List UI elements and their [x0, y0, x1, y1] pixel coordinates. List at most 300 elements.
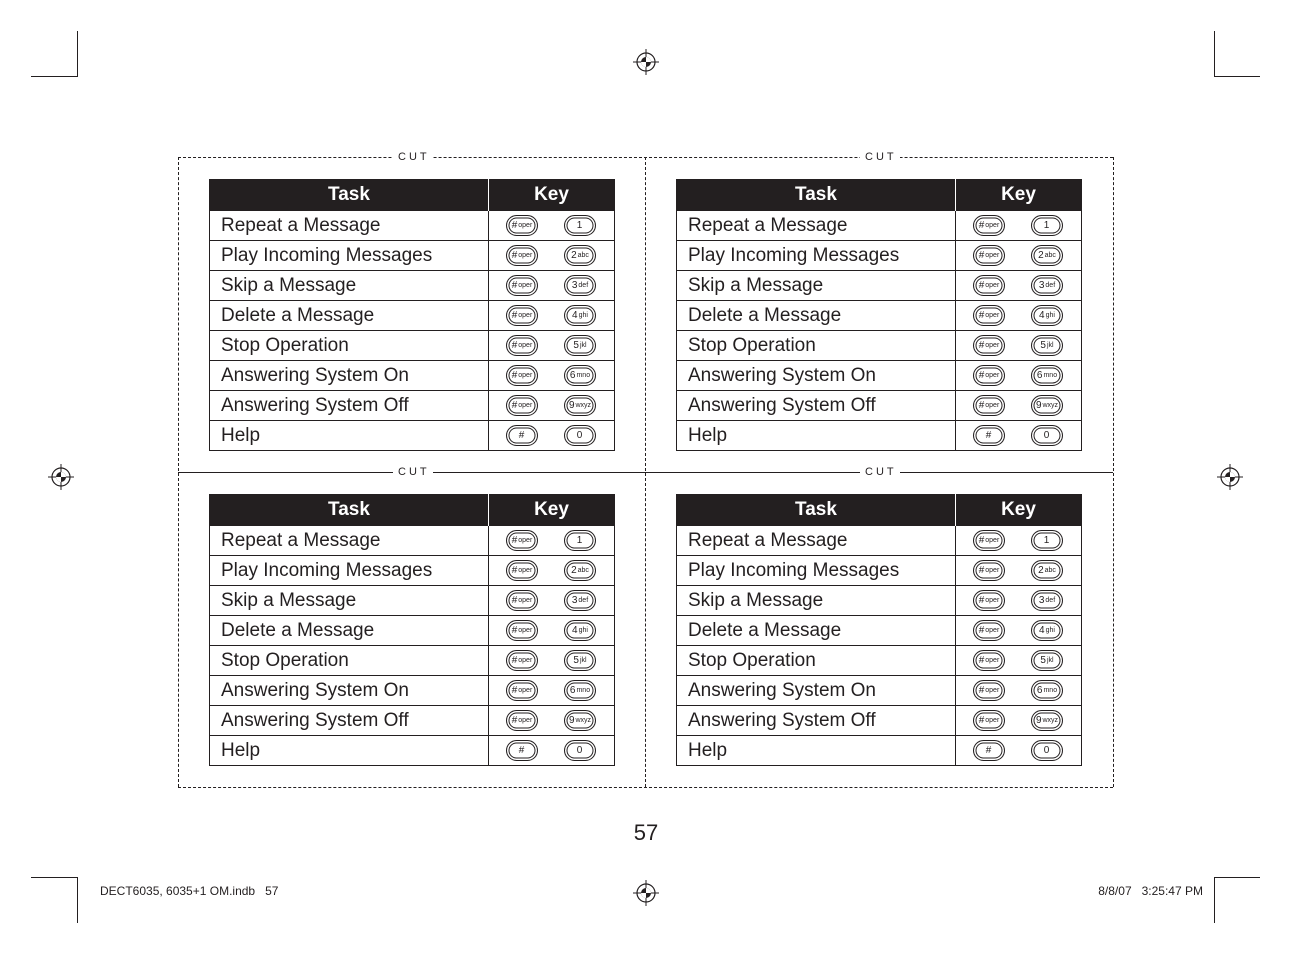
table-row — [210, 331, 615, 361]
key-sub-label: oper — [518, 686, 533, 694]
cut-line-bottom — [178, 787, 1113, 788]
table-row — [677, 586, 1082, 616]
crop-mark — [1214, 877, 1260, 878]
key-cell — [956, 331, 1082, 361]
pound-key-icon — [506, 395, 538, 416]
table-row — [677, 241, 1082, 271]
digit-key-icon — [564, 395, 596, 416]
cut-line-right — [1113, 157, 1114, 787]
task-cell: Stop Operation — [677, 646, 956, 676]
key-sub-label: wxyz — [575, 716, 592, 724]
key-cell — [956, 586, 1082, 616]
key-main-label: # — [978, 279, 985, 291]
key-main-label: # — [511, 309, 518, 321]
key-sub-label: wxyz — [575, 401, 592, 409]
key-cell — [956, 706, 1082, 736]
key-main-label: 3 — [1038, 594, 1045, 606]
key-sub-label: oper — [985, 566, 1000, 574]
pound-key-icon — [506, 620, 538, 641]
task-cell: Answering System Off — [677, 706, 956, 736]
table-row — [210, 556, 615, 586]
key-sub-label: oper — [518, 566, 533, 574]
digit-key-icon — [564, 245, 596, 266]
key-sub-label: oper — [518, 536, 533, 544]
key-cell — [489, 361, 615, 391]
key-main-label: # — [985, 744, 992, 756]
key-sub-label: abc — [1044, 251, 1056, 259]
key-sub-label: abc — [1044, 566, 1056, 574]
table-row — [677, 301, 1082, 331]
key-main-label: 0 — [576, 744, 583, 756]
key-main-label: # — [978, 369, 985, 381]
key-main-label: # — [511, 339, 518, 351]
key-sub-label: abc — [577, 251, 589, 259]
key-cell — [489, 556, 615, 586]
key-sub-label: oper — [518, 281, 533, 289]
task-cell: Stop Operation — [210, 331, 489, 361]
key-sub-label: ghi — [578, 626, 588, 634]
key-main-label: # — [511, 279, 518, 291]
table-row — [677, 271, 1082, 301]
key-sub-label: oper — [518, 341, 533, 349]
key-main-label: 5 — [1040, 654, 1046, 666]
cut-label: CUT — [860, 151, 900, 163]
key-main-label: 9 — [1035, 714, 1042, 726]
task-cell: Help — [677, 421, 956, 451]
digit-key-icon — [564, 530, 596, 551]
key-sub-label: mno — [576, 686, 591, 694]
task-cell: Answering System Off — [210, 391, 489, 421]
table-row — [677, 556, 1082, 586]
key-sub-label: jkl — [1046, 341, 1054, 349]
key-main-label: # — [518, 744, 525, 756]
key-main-label: # — [978, 219, 985, 231]
digit-key-icon — [1031, 590, 1063, 611]
key-main-label: # — [978, 564, 985, 576]
table-row — [677, 706, 1082, 736]
task-column-header: Task — [210, 180, 489, 211]
key-main-label: 1 — [576, 534, 583, 546]
cut-label: CUT — [393, 151, 433, 163]
key-main-label: 0 — [1043, 429, 1050, 441]
registration-mark-icon — [632, 879, 660, 907]
pound-key-icon — [506, 425, 538, 446]
pound-key-icon — [973, 395, 1005, 416]
key-sub-label: def — [1045, 281, 1056, 289]
key-main-label: 6 — [569, 369, 576, 381]
pound-key-icon — [973, 275, 1005, 296]
pound-key-icon — [973, 620, 1005, 641]
key-sub-label: def — [1045, 596, 1056, 604]
pound-key-icon — [506, 365, 538, 386]
key-cell — [489, 271, 615, 301]
digit-key-icon — [1031, 245, 1063, 266]
pound-key-icon — [973, 215, 1005, 236]
key-sub-label: wxyz — [1042, 716, 1059, 724]
key-cell — [489, 301, 615, 331]
key-main-label: 3 — [571, 279, 578, 291]
key-main-label: # — [511, 369, 518, 381]
key-main-label: # — [978, 534, 985, 546]
digit-key-icon — [1031, 680, 1063, 701]
task-cell: Repeat a Message — [210, 211, 489, 241]
key-main-label: # — [511, 624, 518, 636]
task-cell: Help — [210, 736, 489, 766]
key-sub-label: oper — [518, 716, 533, 724]
key-cell — [489, 331, 615, 361]
key-main-label: # — [978, 399, 985, 411]
key-main-label: 2 — [1038, 564, 1044, 576]
registration-mark-icon — [47, 463, 75, 491]
key-main-label: 2 — [571, 564, 577, 576]
key-sub-label: oper — [985, 596, 1000, 604]
task-cell: Repeat a Message — [210, 526, 489, 556]
table-row — [677, 736, 1082, 766]
key-main-label: # — [511, 399, 518, 411]
key-cell — [956, 556, 1082, 586]
key-main-label: # — [978, 249, 985, 261]
digit-key-icon — [564, 335, 596, 356]
pound-key-icon — [506, 215, 538, 236]
digit-key-icon — [564, 740, 596, 761]
digit-key-icon — [564, 215, 596, 236]
digit-key-icon — [564, 590, 596, 611]
key-sub-label: oper — [985, 311, 1000, 319]
key-cell — [956, 241, 1082, 271]
crop-mark — [77, 877, 78, 923]
key-sub-label: oper — [985, 686, 1000, 694]
pound-key-icon — [506, 245, 538, 266]
table-row — [677, 526, 1082, 556]
key-main-label: # — [985, 429, 992, 441]
key-sub-label: def — [578, 281, 589, 289]
key-cell — [489, 706, 615, 736]
pound-key-icon — [973, 335, 1005, 356]
task-cell: Play Incoming Messages — [210, 241, 489, 271]
task-cell: Play Incoming Messages — [210, 556, 489, 586]
key-sub-label: oper — [518, 596, 533, 604]
key-sub-label: oper — [518, 401, 533, 409]
key-main-label: 0 — [1043, 744, 1050, 756]
crop-mark — [1214, 31, 1215, 77]
key-column-header: Key — [956, 495, 1082, 526]
pound-key-icon — [973, 245, 1005, 266]
key-sub-label: ghi — [578, 311, 588, 319]
key-main-label: # — [511, 714, 518, 726]
key-sub-label: wxyz — [1042, 401, 1059, 409]
key-main-label: 9 — [568, 714, 575, 726]
key-sub-label: abc — [577, 566, 589, 574]
pound-key-icon — [973, 560, 1005, 581]
table-row — [210, 706, 615, 736]
key-sub-label: oper — [985, 221, 1000, 229]
key-main-label: 0 — [576, 429, 583, 441]
table-row — [210, 421, 615, 451]
task-column-header: Task — [677, 180, 956, 211]
key-column-header: Key — [489, 495, 615, 526]
digit-key-icon — [1031, 740, 1063, 761]
task-cell: Play Incoming Messages — [677, 241, 956, 271]
key-column-header: Key — [489, 180, 615, 211]
table-row — [210, 616, 615, 646]
task-column-header: Task — [677, 495, 956, 526]
pound-key-icon — [973, 590, 1005, 611]
table-row — [210, 271, 615, 301]
task-cell: Skip a Message — [677, 271, 956, 301]
digit-key-icon — [1031, 275, 1063, 296]
key-sub-label: mno — [1043, 686, 1058, 694]
digit-key-icon — [564, 620, 596, 641]
key-main-label: # — [978, 339, 985, 351]
task-cell: Answering System On — [677, 676, 956, 706]
pound-key-icon — [973, 710, 1005, 731]
table-row — [210, 736, 615, 766]
key-main-label: # — [511, 219, 518, 231]
key-main-label: # — [511, 654, 518, 666]
task-cell: Skip a Message — [210, 271, 489, 301]
key-sub-label: oper — [518, 371, 533, 379]
crop-mark — [77, 31, 78, 77]
table-row — [210, 301, 615, 331]
digit-key-icon — [1031, 365, 1063, 386]
table-row — [210, 391, 615, 421]
key-main-label: 5 — [573, 654, 579, 666]
key-main-label: # — [978, 309, 985, 321]
key-sub-label: oper — [518, 221, 533, 229]
key-cell — [956, 736, 1082, 766]
key-sub-label: jkl — [579, 341, 587, 349]
table-row — [677, 646, 1082, 676]
key-sub-label: oper — [518, 251, 533, 259]
key-cell — [489, 391, 615, 421]
footer-timestamp: 8/8/07 3:25:47 PM — [1098, 884, 1203, 898]
digit-key-icon — [1031, 530, 1063, 551]
table-row — [210, 361, 615, 391]
pound-key-icon — [973, 425, 1005, 446]
footer-file-name: DECT6035, 6035+1 OM.indb 57 — [100, 884, 279, 898]
digit-key-icon — [564, 560, 596, 581]
key-sub-label: oper — [518, 656, 533, 664]
key-main-label: 1 — [1043, 534, 1050, 546]
key-cell — [956, 391, 1082, 421]
key-main-label: 9 — [1035, 399, 1042, 411]
pound-key-icon — [506, 590, 538, 611]
digit-key-icon — [1031, 620, 1063, 641]
key-cell — [489, 736, 615, 766]
table-row — [677, 331, 1082, 361]
key-sub-label: mno — [1043, 371, 1058, 379]
key-table-top-right — [676, 179, 1082, 451]
task-cell: Answering System Off — [677, 391, 956, 421]
table-row — [677, 211, 1082, 241]
table-row — [210, 526, 615, 556]
task-cell: Delete a Message — [210, 301, 489, 331]
digit-key-icon — [1031, 560, 1063, 581]
key-cell — [489, 646, 615, 676]
key-sub-label: def — [578, 596, 589, 604]
key-sub-label: jkl — [1046, 656, 1054, 664]
pound-key-icon — [973, 740, 1005, 761]
registration-mark-icon — [1216, 463, 1244, 491]
key-sub-label: oper — [985, 341, 1000, 349]
registration-mark-icon — [632, 48, 660, 76]
key-main-label: # — [978, 624, 985, 636]
key-cell — [956, 646, 1082, 676]
task-cell: Help — [210, 421, 489, 451]
digit-key-icon — [1031, 335, 1063, 356]
table-row — [210, 211, 615, 241]
crop-mark — [1214, 877, 1215, 923]
table-row — [677, 616, 1082, 646]
task-cell: Play Incoming Messages — [677, 556, 956, 586]
key-main-label: # — [978, 714, 985, 726]
table-row — [677, 421, 1082, 451]
digit-key-icon — [1031, 305, 1063, 326]
key-main-label: 4 — [1039, 309, 1045, 321]
key-cell — [489, 421, 615, 451]
page-number: 57 — [633, 820, 659, 845]
pound-key-icon — [506, 650, 538, 671]
crop-mark — [31, 877, 77, 878]
key-cell — [489, 526, 615, 556]
pound-key-icon — [506, 275, 538, 296]
task-cell: Repeat a Message — [677, 526, 956, 556]
key-sub-label: ghi — [1045, 626, 1055, 634]
key-sub-label: jkl — [579, 656, 587, 664]
key-main-label: 4 — [572, 309, 578, 321]
key-main-label: 1 — [576, 219, 583, 231]
task-cell: Repeat a Message — [677, 211, 956, 241]
task-cell: Delete a Message — [210, 616, 489, 646]
key-main-label: # — [978, 654, 985, 666]
digit-key-icon — [1031, 425, 1063, 446]
pound-key-icon — [506, 560, 538, 581]
key-cell — [489, 586, 615, 616]
digit-key-icon — [564, 425, 596, 446]
table-row — [210, 646, 615, 676]
crop-mark — [1214, 76, 1260, 77]
key-cell — [956, 526, 1082, 556]
pound-key-icon — [506, 740, 538, 761]
key-table-bottom-right — [676, 494, 1082, 766]
key-sub-label: oper — [985, 371, 1000, 379]
key-cell — [956, 301, 1082, 331]
key-cell — [489, 616, 615, 646]
key-main-label: # — [511, 564, 518, 576]
digit-key-icon — [564, 305, 596, 326]
key-main-label: 6 — [569, 684, 576, 696]
pound-key-icon — [506, 680, 538, 701]
key-main-label: # — [978, 684, 985, 696]
digit-key-icon — [564, 650, 596, 671]
key-cell — [956, 211, 1082, 241]
key-main-label: 6 — [1036, 369, 1043, 381]
key-main-label: 5 — [1040, 339, 1046, 351]
digit-key-icon — [564, 275, 596, 296]
pound-key-icon — [973, 305, 1005, 326]
task-cell: Answering System On — [210, 676, 489, 706]
digit-key-icon — [1031, 710, 1063, 731]
table-row — [210, 586, 615, 616]
key-sub-label: mno — [576, 371, 591, 379]
key-main-label: # — [511, 534, 518, 546]
cut-label: CUT — [860, 466, 900, 478]
task-cell: Stop Operation — [677, 331, 956, 361]
digit-key-icon — [1031, 650, 1063, 671]
task-column-header: Task — [210, 495, 489, 526]
key-sub-label: oper — [985, 536, 1000, 544]
key-main-label: 9 — [568, 399, 575, 411]
pound-key-icon — [973, 680, 1005, 701]
task-cell: Answering System On — [677, 361, 956, 391]
cut-line-middle — [178, 472, 1113, 473]
key-main-label: 3 — [1038, 279, 1045, 291]
table-row — [210, 676, 615, 706]
key-main-label: 6 — [1036, 684, 1043, 696]
key-sub-label: oper — [985, 716, 1000, 724]
key-main-label: 3 — [571, 594, 578, 606]
pound-key-icon — [973, 650, 1005, 671]
key-sub-label: oper — [985, 656, 1000, 664]
key-cell — [489, 211, 615, 241]
task-cell: Delete a Message — [677, 301, 956, 331]
key-main-label: # — [511, 594, 518, 606]
digit-key-icon — [564, 680, 596, 701]
key-sub-label: oper — [518, 626, 533, 634]
key-main-label: # — [518, 429, 525, 441]
key-cell — [489, 676, 615, 706]
key-cell — [956, 361, 1082, 391]
table-row — [677, 361, 1082, 391]
table-row — [677, 676, 1082, 706]
key-main-label: 5 — [573, 339, 579, 351]
key-cell — [489, 241, 615, 271]
key-sub-label: oper — [518, 311, 533, 319]
task-cell: Skip a Message — [677, 586, 956, 616]
key-cell — [956, 676, 1082, 706]
pound-key-icon — [506, 335, 538, 356]
key-sub-label: oper — [985, 281, 1000, 289]
task-cell: Stop Operation — [210, 646, 489, 676]
pound-key-icon — [973, 530, 1005, 551]
table-row — [210, 241, 615, 271]
digit-key-icon — [1031, 395, 1063, 416]
table-row — [677, 391, 1082, 421]
pound-key-icon — [506, 710, 538, 731]
task-cell: Delete a Message — [677, 616, 956, 646]
digit-key-icon — [564, 710, 596, 731]
key-column-header: Key — [956, 180, 1082, 211]
key-sub-label: oper — [985, 251, 1000, 259]
pound-key-icon — [973, 365, 1005, 386]
task-cell: Help — [677, 736, 956, 766]
key-main-label: 4 — [572, 624, 578, 636]
key-main-label: 2 — [1038, 249, 1044, 261]
digit-key-icon — [1031, 215, 1063, 236]
key-main-label: 1 — [1043, 219, 1050, 231]
crop-mark — [31, 76, 77, 77]
key-sub-label: ghi — [1045, 311, 1055, 319]
pound-key-icon — [506, 530, 538, 551]
task-cell: Skip a Message — [210, 586, 489, 616]
key-table-bottom-left — [209, 494, 615, 766]
key-cell — [956, 271, 1082, 301]
key-sub-label: oper — [985, 626, 1000, 634]
digit-key-icon — [564, 365, 596, 386]
key-table-top-left — [209, 179, 615, 451]
key-sub-label: oper — [985, 401, 1000, 409]
key-main-label: 4 — [1039, 624, 1045, 636]
